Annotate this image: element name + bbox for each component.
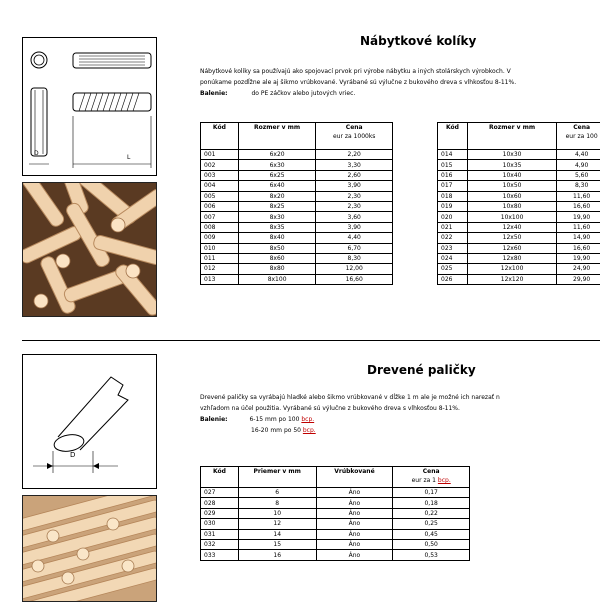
table-cell: 016 (438, 170, 468, 180)
table-row (438, 150, 600, 160)
stick-drawing-svg (23, 355, 156, 488)
table-cell: 0,18 (393, 498, 470, 508)
table-cell: 16 (238, 550, 316, 560)
table-cell: 10x60 (467, 191, 556, 201)
table-cell: 002 (201, 160, 239, 170)
dowel-drawing (22, 37, 157, 176)
table-row (201, 150, 393, 160)
table-row (201, 170, 393, 180)
table-cell: 10x35 (467, 160, 556, 170)
sticks-photo (22, 495, 157, 602)
table-row (201, 160, 393, 170)
table-cell: Áno (316, 508, 393, 518)
table-cell: 005 (201, 191, 239, 201)
section2-para-line-2: vzhľadom na účel použitia. Vyrábané sú výlučne z bukového dreva s vlhkosťou 8-11%. (200, 403, 500, 414)
col-header-diameter: Priemer v mm (238, 467, 316, 488)
table-cell: 006 (201, 201, 239, 211)
table-cell: 10x80 (467, 201, 556, 211)
table-row (201, 539, 470, 549)
col-header-size: Rozmer v mm (238, 123, 316, 150)
table-row (201, 222, 393, 232)
table-cell: 8 (238, 498, 316, 508)
table-row (201, 274, 393, 284)
dimension-d-label: D (70, 451, 75, 459)
table-cell: 6,70 (316, 243, 393, 253)
table-cell: 12x40 (467, 222, 556, 232)
table-row (201, 550, 470, 560)
table-cell: 001 (201, 150, 239, 160)
table-cell: 030 (201, 519, 239, 529)
table-cell: 29,90 (557, 274, 600, 284)
table-row (438, 181, 600, 191)
table-cell: 12x120 (467, 274, 556, 284)
col-header-code: Kód (201, 123, 239, 150)
table-cell: 8,30 (316, 253, 393, 263)
table-cell: 11,60 (557, 191, 600, 201)
table-cell: 014 (438, 150, 468, 160)
packing-unit-1: bcp. (301, 416, 314, 423)
section2-packing-text-1 (249, 416, 314, 423)
table-cell: 011 (201, 253, 239, 263)
table-row (201, 519, 470, 529)
dimension-l-label: L (127, 154, 130, 161)
stick-drawing (22, 354, 157, 489)
table-cell: Áno (316, 550, 393, 560)
table-cell: 14,90 (557, 233, 600, 243)
table-cell: 10x40 (467, 170, 556, 180)
table-row (201, 508, 470, 518)
table-cell: 16,60 (557, 243, 600, 253)
table-row (201, 233, 393, 243)
col-header-price (557, 123, 600, 150)
col-header-grooved: Vrúbkované (316, 467, 393, 488)
table-cell: 6x40 (238, 181, 316, 191)
table-cell: 8x25 (238, 201, 316, 211)
table-cell: 026 (438, 274, 468, 284)
col-header-price-label: Cena (316, 123, 392, 132)
table-cell: 027 (201, 488, 239, 498)
table-row (438, 222, 600, 232)
dowel-price-table-left (200, 122, 393, 285)
table-header-row (201, 123, 393, 150)
section2-packing-line-1 (200, 414, 500, 425)
table-cell: 12x60 (467, 243, 556, 253)
table-cell: 6x25 (238, 170, 316, 180)
table-row (201, 201, 393, 211)
table-cell: 8,30 (557, 181, 600, 191)
dowels-photo-svg (23, 183, 156, 316)
table-cell: 008 (201, 222, 239, 232)
table-cell: 023 (438, 243, 468, 253)
section1-packing-text: do PE záčkov alebo jutových vriec. (251, 90, 355, 97)
table-cell: 8x20 (238, 191, 316, 201)
col-header-price-sub-text: eur za 1 (412, 477, 438, 484)
table-row (201, 191, 393, 201)
table-cell: 8x30 (238, 212, 316, 222)
table-cell: 022 (438, 233, 468, 243)
table-cell: 10x50 (467, 181, 556, 191)
table-row (438, 243, 600, 253)
table-cell: 3,90 (316, 222, 393, 232)
table-cell: 0,50 (393, 539, 470, 549)
col-header-price-sub: eur za 100 (557, 132, 600, 141)
section1-description (200, 66, 516, 99)
dowel-price-table-right (437, 122, 600, 285)
section1-para-line-2: ponúkame pozdĺžne ale aj šikmo vrúbkované. Vyrábané sú výlučne z bukového dreva s vlhkosťou 8-11%. (200, 77, 516, 88)
table-cell: 3,60 (316, 212, 393, 222)
table-row (201, 243, 393, 253)
table-cell: 0,17 (393, 488, 470, 498)
section1-packing-line (200, 88, 516, 99)
table-cell: 8x60 (238, 253, 316, 263)
col-header-price-label: Cena (393, 467, 469, 476)
table-cell: 025 (438, 264, 468, 274)
table-cell: 033 (201, 550, 239, 560)
packing-amount-1: 6-15 mm po 100 (249, 416, 301, 423)
section2-packing-label: Balenie: (200, 416, 228, 423)
table-cell: 013 (201, 274, 239, 284)
table-cell: 029 (201, 508, 239, 518)
table-row (201, 498, 470, 508)
table-cell: 007 (201, 212, 239, 222)
table-cell: 24,90 (557, 264, 600, 274)
table-cell: 16,60 (316, 274, 393, 284)
section1-packing-label: Balenie: (200, 90, 228, 97)
table-cell: 019 (438, 201, 468, 211)
table-cell: 024 (438, 253, 468, 263)
table-cell: 10x30 (467, 150, 556, 160)
table-cell: 0,25 (393, 519, 470, 529)
table-cell: 010 (201, 243, 239, 253)
section2-packing-line-2 (200, 425, 500, 436)
col-header-price-label: Cena (557, 123, 600, 132)
col-header-code: Kód (438, 123, 468, 150)
table-cell: 12x80 (467, 253, 556, 263)
table-cell: 0,53 (393, 550, 470, 560)
table-row (438, 170, 600, 180)
table-cell: Áno (316, 539, 393, 549)
table-row (201, 212, 393, 222)
table-row (201, 488, 470, 498)
table-cell: Áno (316, 519, 393, 529)
table-cell: 12 (238, 519, 316, 529)
table-cell: 2,30 (316, 201, 393, 211)
table-cell: 8x100 (238, 274, 316, 284)
section2-para-line-1: Drevené paličky sa vyrábajú hladké alebo šikmo vrúbkované v dĺžke 1 m ale je možné ich narezať n (200, 392, 500, 403)
table-cell: 19,90 (557, 253, 600, 263)
table-cell: 10 (238, 508, 316, 518)
col-header-price-unit: bcp. (438, 477, 451, 484)
section2-description (200, 392, 500, 436)
table-cell: 009 (201, 233, 239, 243)
col-header-price-sub: eur za 1000ks (316, 132, 392, 141)
table-cell: 8x80 (238, 264, 316, 274)
table-cell: 15 (238, 539, 316, 549)
col-header-price (316, 123, 393, 150)
table-row (201, 529, 470, 539)
table-cell: 6x30 (238, 160, 316, 170)
table-cell: 3,30 (316, 160, 393, 170)
col-header-size: Rozmer v mm (467, 123, 556, 150)
table-cell: Áno (316, 488, 393, 498)
section-divider (22, 340, 600, 341)
table-cell: 020 (438, 212, 468, 222)
table-row (438, 233, 600, 243)
table-cell: 8x50 (238, 243, 316, 253)
table-cell: 8x35 (238, 222, 316, 232)
table-cell: 6 (238, 488, 316, 498)
table-row (438, 160, 600, 170)
section1-para-line-1: Nábytkové kolíky sa používajú ako spojovací prvok pri výrobe nábytku a iných stolárskych výrobkoch. V (200, 66, 516, 77)
table-cell: 3,90 (316, 181, 393, 191)
table-cell: 017 (438, 181, 468, 191)
table-cell: 6x20 (238, 150, 316, 160)
dowels-photo (22, 182, 157, 317)
table-cell: 10x100 (467, 212, 556, 222)
section2-title: Drevené paličky (367, 363, 476, 377)
table-cell: 0,22 (393, 508, 470, 518)
stick-price-table (200, 466, 470, 561)
col-header-price (393, 467, 470, 488)
packing-amount-2: 16-20 mm po 50 (251, 427, 303, 434)
table-row (201, 181, 393, 191)
table-cell: 16,60 (557, 201, 600, 211)
table-cell: 031 (201, 529, 239, 539)
table-cell: 028 (201, 498, 239, 508)
table-cell: Áno (316, 498, 393, 508)
dimension-d-label: D (34, 150, 39, 157)
table-cell: 4,90 (557, 160, 600, 170)
table-row (438, 191, 600, 201)
table-header-row (438, 123, 600, 150)
table-row (201, 253, 393, 263)
col-header-price-sub (393, 476, 469, 485)
table-cell: 4,40 (557, 150, 600, 160)
table-cell: 003 (201, 170, 239, 180)
table-cell: 2,30 (316, 191, 393, 201)
table-cell: 11,60 (557, 222, 600, 232)
table-cell: 12,00 (316, 264, 393, 274)
table-cell: 5,60 (557, 170, 600, 180)
table-header-row (201, 467, 470, 488)
table-cell: 021 (438, 222, 468, 232)
sticks-photo-svg (23, 496, 156, 601)
table-row (438, 274, 600, 284)
table-cell: 004 (201, 181, 239, 191)
table-cell: 0,45 (393, 529, 470, 539)
table-cell: 2,20 (316, 150, 393, 160)
table-cell: 19,90 (557, 212, 600, 222)
table-cell: 032 (201, 539, 239, 549)
table-cell: 12x50 (467, 233, 556, 243)
table-cell: 4,40 (316, 233, 393, 243)
table-row (438, 253, 600, 263)
dowel-drawing-svg (23, 38, 156, 175)
table-cell: Áno (316, 529, 393, 539)
table-cell: 2,60 (316, 170, 393, 180)
section1-title: Nábytkové kolíky (360, 34, 476, 48)
table-cell: 8x40 (238, 233, 316, 243)
table-row (201, 264, 393, 274)
packing-unit-2: bcp. (303, 427, 316, 434)
table-cell: 015 (438, 160, 468, 170)
table-cell: 018 (438, 191, 468, 201)
table-row (438, 201, 600, 211)
col-header-code: Kód (201, 467, 239, 488)
table-cell: 012 (201, 264, 239, 274)
table-row (438, 212, 600, 222)
table-row (438, 264, 600, 274)
table-cell: 14 (238, 529, 316, 539)
table-cell: 12x100 (467, 264, 556, 274)
